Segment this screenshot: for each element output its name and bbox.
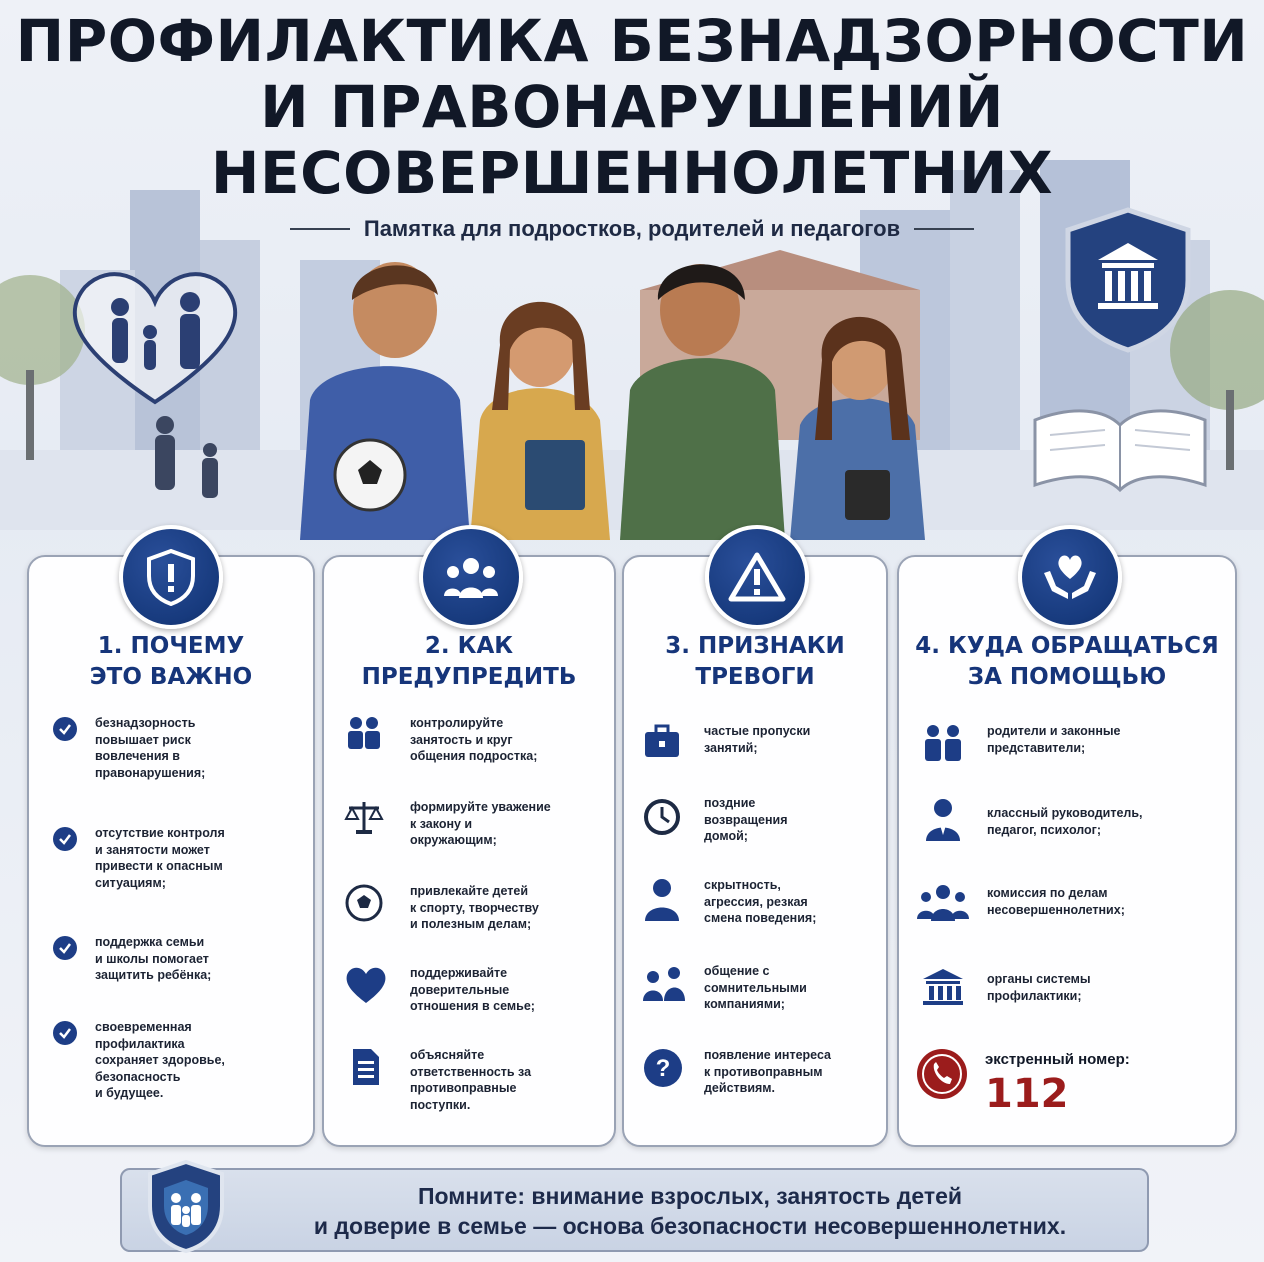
card-heading [899, 631, 1235, 693]
title-line: НЕСОВЕРШЕННОЛЕТНИХ [210, 139, 1054, 207]
text-line: комиссия по делам [987, 886, 1108, 900]
footer-line: и доверие в семье — основа безопасности несовершеннолетних. [313, 1213, 1067, 1239]
item-text [95, 934, 211, 984]
open-book-icon [1025, 390, 1215, 500]
text-line: формируйте уважение [410, 800, 551, 814]
clock-icon [642, 797, 682, 837]
item-text [410, 1047, 531, 1113]
heading-line: 2. КАК [424, 633, 514, 659]
page-title [0, 8, 1264, 206]
item-text [987, 723, 1121, 756]
text-line: доверительные [410, 982, 510, 997]
people-icon [344, 715, 384, 751]
family-heart-icon [60, 262, 250, 412]
check-icon [53, 717, 77, 741]
person-icon [642, 877, 682, 921]
text-line: смена поведения; [704, 911, 817, 925]
card-heading [29, 631, 313, 693]
text-line: возвращения [704, 812, 788, 827]
heading-line: ЗА ПОМОЩЬЮ [967, 664, 1167, 690]
text-line: ситуациям; [95, 875, 166, 890]
text-line: отсутствие контроля [95, 826, 225, 840]
item-text [987, 971, 1091, 1004]
text-line: появление интереса [704, 1048, 832, 1062]
text-line: и полезным делам; [410, 917, 532, 931]
group-people-icon [642, 965, 686, 1005]
text-line: профилактики; [987, 988, 1082, 1003]
text-line: представители; [987, 740, 1086, 755]
heading-line: ПРЕДУПРЕДИТЬ [361, 664, 577, 690]
text-line: вовлечения в [95, 749, 180, 763]
check-icon [53, 1021, 77, 1045]
text-line: родители и законные [987, 724, 1121, 738]
text-line: правонарушения; [95, 765, 206, 780]
text-line: и будущее. [95, 1086, 164, 1100]
item-text [410, 799, 551, 849]
divider [290, 228, 350, 230]
card-heading [324, 631, 614, 693]
text-line: скрытность, [704, 878, 781, 892]
text-line: отношения в семье; [410, 999, 535, 1013]
title-line: ПРОФИЛАКТИКА БЕЗНАДЗОРНОСТИ [15, 7, 1249, 75]
text-line: поддерживайте [410, 966, 508, 980]
parents-icon [921, 723, 965, 763]
question-icon [642, 1047, 684, 1089]
divider [914, 228, 974, 230]
text-line: органы системы [987, 972, 1091, 986]
family-shield-icon [146, 1158, 226, 1254]
warning-icon [705, 525, 809, 629]
text-line: поддержка семьи [95, 935, 205, 949]
footer-text [240, 1181, 1140, 1241]
text-line: сомнительными [704, 980, 807, 995]
walking-family-icon [140, 410, 260, 510]
text-line: и занятости может [95, 842, 210, 857]
text-line: своевременная [95, 1020, 192, 1034]
group-icon [419, 525, 523, 629]
heart-icon [344, 965, 388, 1005]
check-icon [53, 936, 77, 960]
text-line: окружающим; [410, 833, 497, 847]
text-line: и школы помогает [95, 951, 209, 966]
briefcase-icon [642, 723, 682, 759]
text-line: педагог, психолог; [987, 822, 1102, 837]
teacher-icon [923, 797, 963, 841]
text-line: занятость и круг [410, 732, 513, 747]
subtitle: Памятка для подростков, родителей и педагогов [363, 216, 901, 241]
item-text [95, 1019, 225, 1102]
item-text [410, 715, 537, 765]
text-line: сохраняет здоровье, [95, 1053, 225, 1067]
card-why-important [27, 555, 315, 1147]
item-text [410, 965, 535, 1015]
item-text [410, 883, 539, 933]
text-line: частые пропуски [704, 724, 811, 738]
heading-line: ТРЕВОГИ [695, 664, 815, 690]
card-warning-signs [622, 555, 888, 1147]
item-text [704, 795, 788, 845]
text-line: поступки. [410, 1097, 471, 1112]
heading-line: 4. КУДА ОБРАЩАТЬСЯ [915, 633, 1219, 659]
text-line: несовершеннолетних; [987, 902, 1125, 917]
text-line: общение с [704, 964, 770, 978]
text-line: компаниями; [704, 997, 785, 1011]
item-text [95, 715, 205, 781]
text-line: повышает риск [95, 732, 191, 747]
item-text [704, 963, 807, 1013]
heading-line: ЭТО ВАЖНО [89, 664, 253, 690]
text-line: противоправные [410, 1081, 517, 1095]
text-line: занятий; [704, 740, 758, 755]
text-line: классный руководитель, [987, 806, 1143, 820]
text-line: привести к опасным [95, 859, 223, 873]
text-line: действиям. [704, 1081, 776, 1095]
title-line: И ПРАВОНАРУШЕНИЙ [260, 73, 1004, 141]
text-line: ответственность за [410, 1064, 532, 1079]
text-line: агрессия, резкая [704, 894, 808, 909]
text-line: безнадзорность [95, 716, 196, 730]
scales-icon [344, 799, 384, 835]
item-text [704, 723, 810, 756]
text-line: объясняйте [410, 1048, 485, 1062]
text-line: домой; [704, 829, 748, 843]
commission-icon [917, 883, 969, 923]
card-heading [624, 631, 886, 693]
text-line: к закону и [410, 816, 473, 831]
text-line: к противоправным [704, 1064, 823, 1079]
shield-institution-icon [1058, 205, 1198, 355]
card-how-to-prevent [322, 555, 616, 1147]
text-line: безопасность [95, 1069, 181, 1084]
emergency-label: экстренный номер: [985, 1051, 1130, 1068]
institution-icon [921, 967, 965, 1007]
card-where-to-get-help [897, 555, 1237, 1147]
text-line: поздние [704, 796, 756, 810]
emergency-number: 112 [985, 1071, 1069, 1117]
item-text [987, 805, 1143, 838]
soccer-ball-icon [344, 883, 384, 923]
phone-icon [915, 1047, 969, 1106]
check-icon [53, 827, 77, 851]
shield-alert-icon [119, 525, 223, 629]
text-line: общения подростка; [410, 749, 538, 763]
text-line: привлекайте детей [410, 884, 529, 898]
text-line: к спорту, творчеству [410, 900, 539, 915]
hands-heart-icon [1018, 525, 1122, 629]
document-icon [350, 1047, 382, 1087]
text-line: профилактика [95, 1036, 185, 1051]
text-line: контролируйте [410, 716, 504, 730]
heading-line: 1. ПОЧЕМУ [97, 633, 245, 659]
heading-line: 3. ПРИЗНАКИ [665, 633, 845, 659]
item-text [704, 1047, 831, 1097]
item-text [95, 825, 225, 891]
item-text [704, 877, 816, 927]
teenagers-illustration [280, 250, 980, 540]
footer-line: Помните: внимание взрослых, занятость детей [417, 1183, 963, 1209]
text-line: защитить ребёнка; [95, 968, 212, 982]
svg-text:?: ? [655, 1055, 671, 1082]
item-text [987, 885, 1125, 918]
